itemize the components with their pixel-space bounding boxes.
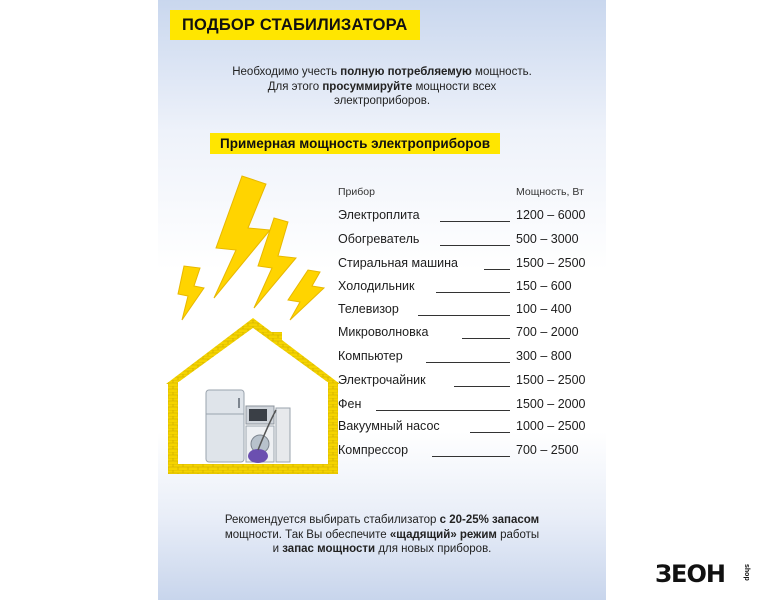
dotted-leader [440, 245, 510, 246]
intro-bold-part: просуммируйте [322, 80, 413, 93]
table-row [338, 443, 598, 463]
table-row [338, 419, 598, 439]
device-name: Стиральная машина [338, 256, 458, 270]
device-power: 1200 – 6000 [516, 208, 586, 222]
dotted-leader [436, 292, 510, 293]
dotted-leader [484, 269, 510, 270]
device-name: Электроплита [338, 208, 420, 222]
table-row [338, 302, 598, 322]
column-header-power: Мощность, Вт [516, 186, 584, 198]
intro-bold-part: полную потребляемую [340, 66, 472, 78]
device-power: 100 – 400 [516, 302, 572, 316]
footer-text-part: Так Вы обеспечите [281, 528, 390, 541]
lightning-icon [178, 176, 324, 320]
footer-line-2 [158, 528, 606, 543]
logo-text: ЗЕОН [655, 560, 725, 588]
intro-text-part: мощности всех [412, 80, 497, 93]
device-name: Компрессор [338, 443, 409, 457]
intro-line-1 [158, 65, 606, 80]
table-row [338, 256, 598, 276]
device-name: Холодильник [338, 279, 415, 293]
footer-bold-part: запас мощности [282, 543, 376, 555]
device-power: 500 – 3000 [516, 232, 579, 246]
house-illustration [158, 170, 348, 480]
brand-logo[interactable] [655, 562, 755, 588]
dotted-leader [440, 221, 510, 222]
column-header-device: Прибор [338, 186, 375, 198]
footer-text-part: и [272, 543, 283, 555]
dotted-leader [418, 315, 510, 316]
device-power: 150 – 600 [516, 279, 572, 293]
footer-text-part: работы [496, 528, 540, 541]
device-name: Микроволновка [338, 325, 429, 339]
dotted-leader [376, 410, 510, 411]
table-row [338, 397, 598, 417]
footer-text-part: для новых приборов. [375, 543, 492, 555]
dotted-leader [432, 456, 510, 457]
device-power: 700 – 2500 [516, 443, 579, 457]
device-power: 300 – 800 [516, 349, 572, 363]
footer-line-1 [158, 513, 606, 528]
footer-line-3 [158, 542, 606, 557]
intro-text-part: мощность. [471, 66, 532, 78]
footer-bold-part: «щадящий» режим [389, 528, 497, 541]
recommendation-text [158, 513, 606, 557]
footer-bold-part: с 20-25% запасом [439, 514, 540, 526]
dotted-leader [462, 338, 510, 339]
device-name: Электрочайник [338, 373, 426, 387]
poster [158, 0, 606, 600]
intro-line-3: электроприборов. [333, 95, 431, 107]
footer-text-part: мощности. [224, 528, 282, 541]
device-power: 1500 – 2500 [516, 373, 586, 387]
table-row [338, 349, 598, 369]
intro-line-2 [158, 80, 606, 95]
section-subtitle: Примерная мощность электроприборов [210, 133, 500, 154]
dotted-leader [454, 386, 510, 387]
logo-subtext: shop [743, 564, 750, 581]
table-row [338, 373, 598, 393]
intro-text-part: Необходимо учесть [232, 66, 341, 78]
dotted-leader [470, 432, 510, 433]
device-name: Вакуумный насос [338, 419, 440, 433]
device-power: 700 – 2000 [516, 325, 579, 339]
table-row [338, 279, 598, 299]
device-name: Обогреватель [338, 232, 420, 246]
footer-text-part: Рекомендуется выбирать стабилизатор [224, 514, 440, 526]
page-title: ПОДБОР СТАБИЛИЗАТОРА [170, 10, 420, 40]
device-name: Телевизор [338, 302, 399, 316]
house-icon [166, 318, 340, 474]
device-power: 1500 – 2000 [516, 397, 586, 411]
device-power: 1500 – 2500 [516, 256, 586, 270]
dotted-leader [426, 362, 510, 363]
intro-text [158, 65, 606, 109]
device-power: 1000 – 2500 [516, 419, 586, 433]
table-row [338, 325, 598, 345]
table-row [338, 232, 598, 252]
device-name: Компьютер [338, 349, 403, 363]
intro-text-part: Для этого [267, 80, 323, 93]
table-row [338, 208, 598, 228]
device-name: Фен [338, 397, 362, 411]
